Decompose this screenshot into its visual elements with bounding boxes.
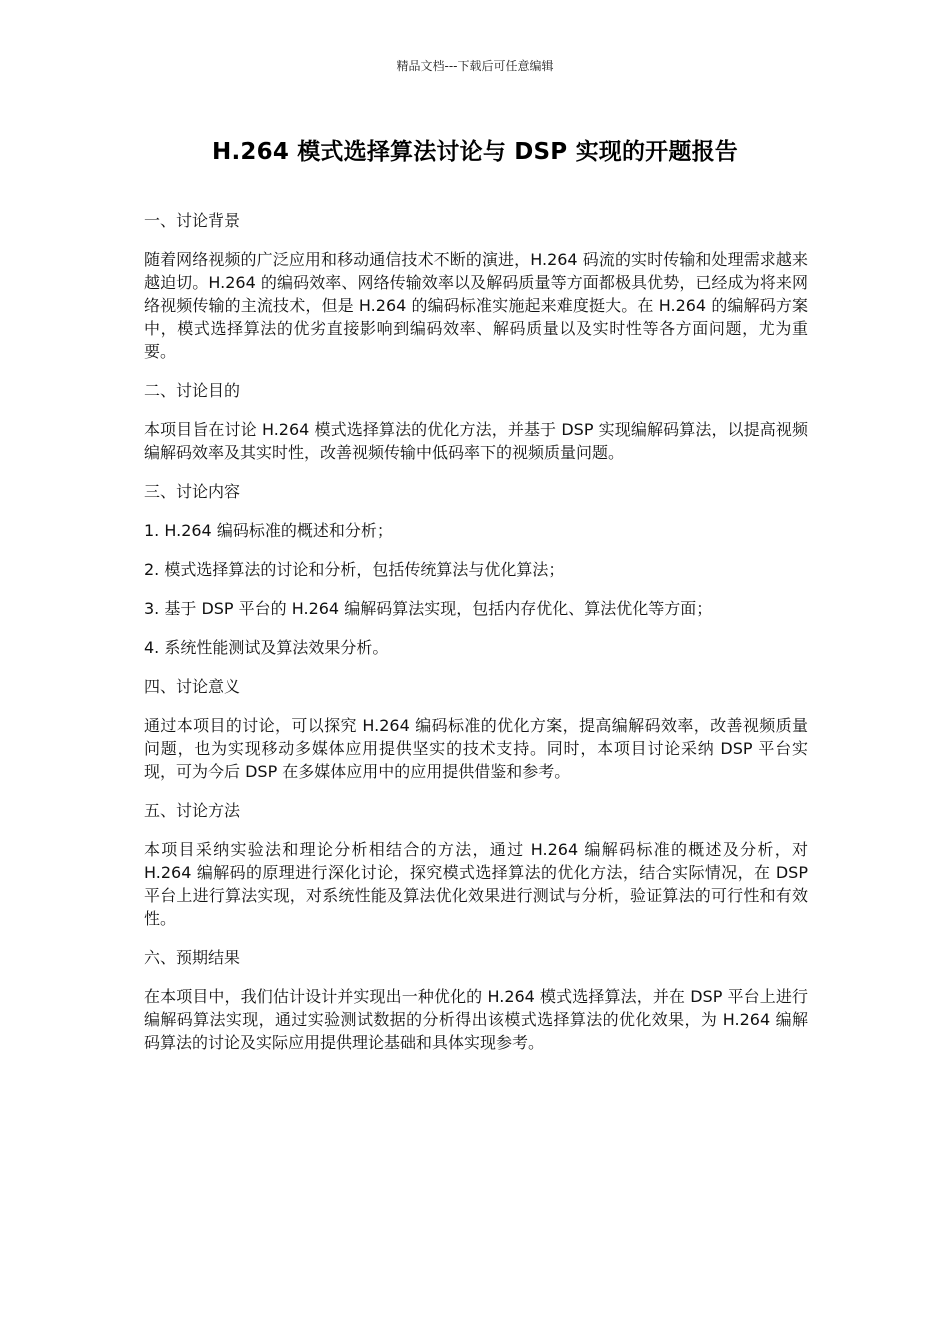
header-note: 精品文档---下载后可任意编辑 xyxy=(396,59,554,73)
section-background xyxy=(144,209,808,363)
section-significance xyxy=(144,675,808,783)
section-paragraph: 本项目采纳实验法和理论分析相结合的方法，通过 H.264 编解码标准的概述及分析，对 H.264 编解码的原理进行深化讨论，探究模式选择算法的优化方法，结合实际情况，在 DSP 平台上进行算法实现，对系统性能及算法优化效果进行测试与分析，验证算法的可行性和有效性。 xyxy=(144,840,808,928)
list-item: 3. 基于 DSP 平台的 H.264 编解码算法实现，包括内存优化、算法优化等方面； xyxy=(144,599,713,618)
section-heading: 六、预期结果 xyxy=(144,948,241,967)
section-heading: 四、讨论意义 xyxy=(144,677,241,696)
section-heading: 一、讨论背景 xyxy=(144,211,241,230)
list-item: 2. 模式选择算法的讨论和分析，包括传统算法与优化算法； xyxy=(144,560,565,579)
list-item: 1. H.264 编码标准的概述和分析； xyxy=(144,521,393,540)
section-method xyxy=(144,799,808,930)
section-content xyxy=(144,480,808,659)
document-body xyxy=(144,209,808,1070)
list-item: 4. 系统性能测试及算法效果分析。 xyxy=(144,638,389,657)
section-paragraph: 通过本项目的讨论，可以探究 H.264 编码标准的优化方案，提高编解码效率，改善视频质量问题，也为实现移动多媒体应用提供坚实的技术支持。同时，本项目讨论采纳 DSP 平台实现，可为今后 DSP 在多媒体应用中的应用提供借鉴和参考。 xyxy=(144,716,808,781)
document-title: H.264 模式选择算法讨论与 DSP 实现的开题报告 xyxy=(212,139,738,165)
section-purpose xyxy=(144,379,808,464)
section-paragraph: 随着网络视频的广泛应用和移动通信技术不断的演进，H.264 码流的实时传输和处理需求越来越迫切。H.264 的编码效率、网络传输效率以及解码质量等方面都极具优势，已经成为将来网络视频传输的主流技术，但是 H.264 的编码标准实施起来难度挺大。在 H.264 的编解码方案中，模式选择算法的优劣直接影响到编码效率、解码质量以及实时性等各方面问题，尤为重要。 xyxy=(144,250,808,361)
section-paragraph: 本项目旨在讨论 H.264 模式选择算法的优化方法，并基于 DSP 实现编解码算法，以提高视频编解码效率及其实时性，改善视频传输中低码率下的视频质量问题。 xyxy=(144,420,808,462)
section-heading: 二、讨论目的 xyxy=(144,381,241,400)
section-paragraph: 在本项目中，我们估计设计并实现出一种优化的 H.264 模式选择算法，并在 DSP 平台上进行编解码算法实现，通过实验测试数据的分析得出该模式选择算法的优化效果，为 H.264 编解码算法的讨论及实际应用提供理论基础和具体实现参考。 xyxy=(144,987,808,1052)
section-heading: 五、讨论方法 xyxy=(144,801,241,820)
section-expected-results xyxy=(144,946,808,1054)
section-heading: 三、讨论内容 xyxy=(144,482,241,501)
